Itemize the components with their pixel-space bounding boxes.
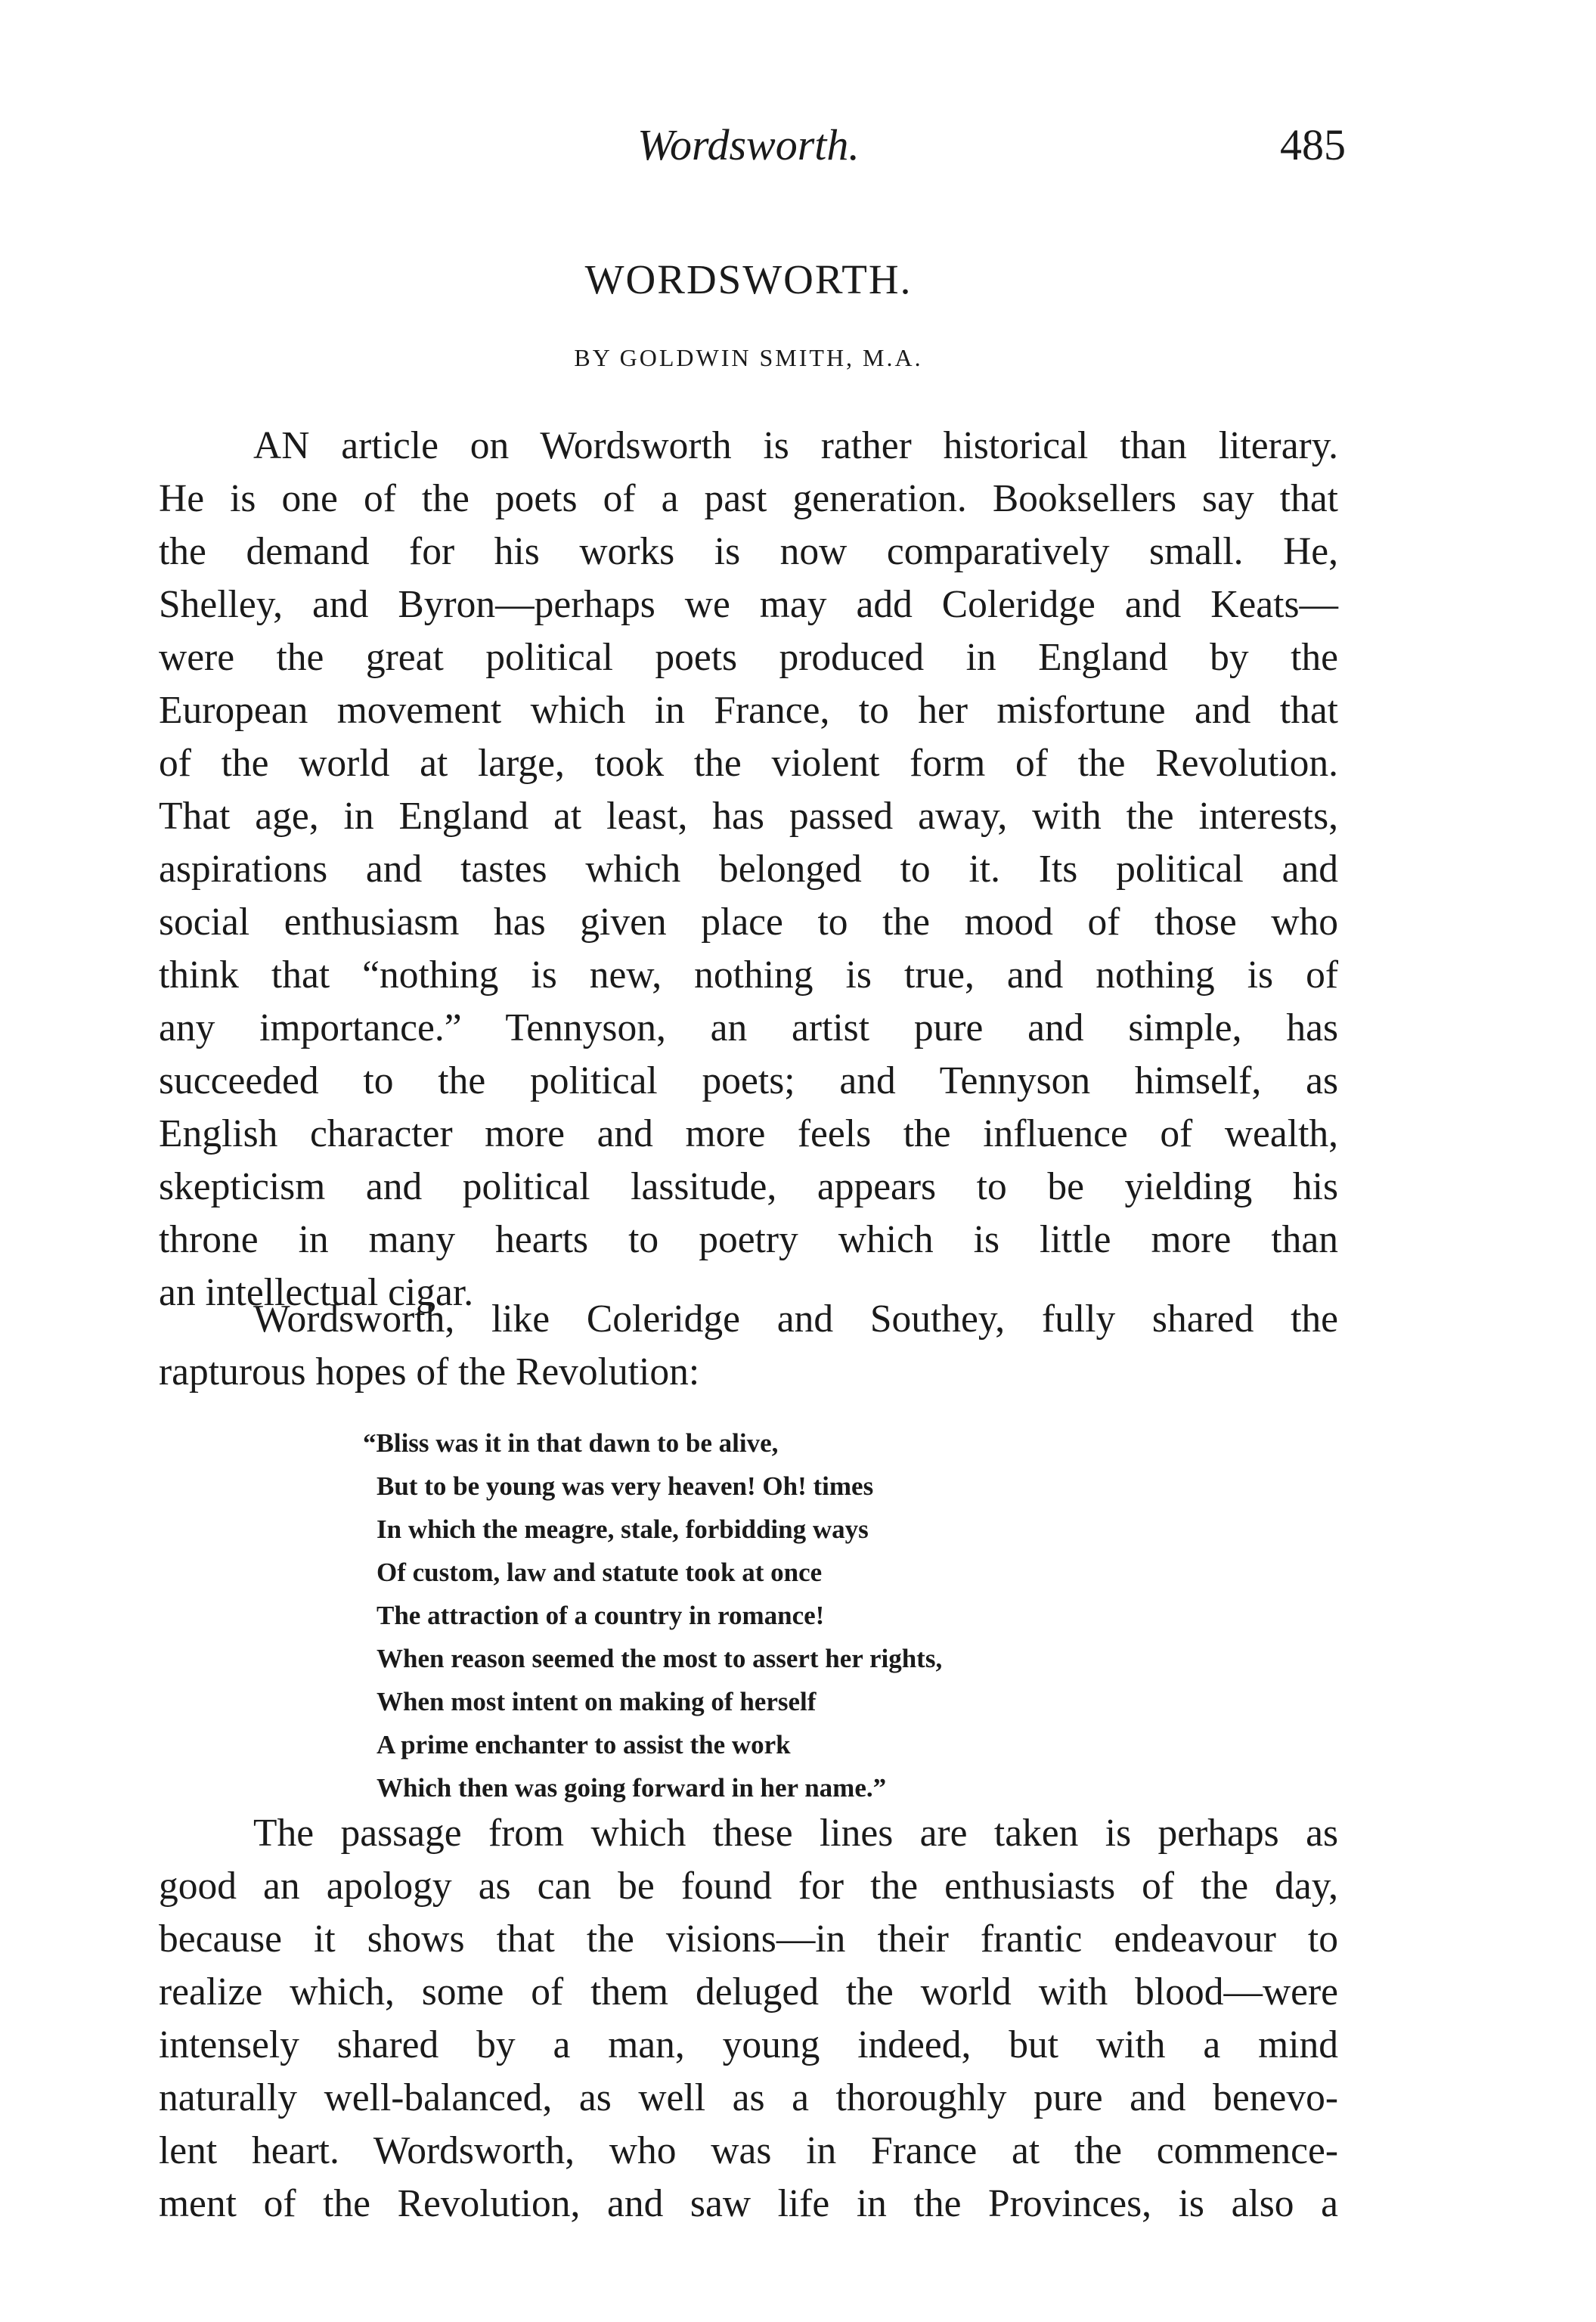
page-number: 485 (1280, 120, 1346, 169)
quotation-line: “Bliss was it in that dawn to be alive, (363, 1428, 779, 1458)
text-line: intensely shared by a man, young indeed, but with a mind (159, 2023, 1338, 2066)
poem-quotation (363, 1421, 1119, 1809)
text-line: an intellectual cigar. (159, 1271, 474, 1314)
text-line: skepticism and political lassitude, appears to be yielding his (159, 1165, 1338, 1208)
text-line: realize which, some of them deluged the world with blood—were (159, 1970, 1338, 2014)
quotation-line: A prime enchanter to assist the work (377, 1730, 791, 1759)
quotation-line: When most intent on making of herself (377, 1687, 817, 1716)
text-line: Wordsworth, like Coleridge and Southey, fully shared the (253, 1297, 1338, 1341)
text-line: Shelley, and Byron—perhaps we may add Coleridge and Keats— (159, 583, 1338, 626)
text-line: AN article on Wordsworth is rather historical than literary. (253, 424, 1338, 467)
text-line: any importance.” Tennyson, an artist pure and simple, has (159, 1006, 1338, 1049)
running-title: Wordsworth. (637, 120, 860, 169)
quotation-line: The attraction of a country in romance! (377, 1601, 825, 1630)
text-line: throne in many hearts to poetry which is little more than (159, 1218, 1338, 1261)
quotation-line: When reason seemed the most to assert her rights, (377, 1644, 943, 1673)
text-line: ment of the Revolution, and saw life in the Provinces, is also a (159, 2182, 1338, 2225)
text-line: good an apology as can be found for the enthusiasts of the day, (159, 1865, 1338, 1908)
text-line: European movement which in France, to her misfortune and that (159, 689, 1338, 732)
text-line: were the great political poets produced in England by the (159, 636, 1338, 679)
text-line: The passage from which these lines are taken is perhaps as (253, 1812, 1338, 1855)
paragraph-2 (159, 1293, 1338, 1399)
quotation-line: In which the meagre, stale, forbidding ways (377, 1514, 869, 1544)
text-line: social enthusiasm has given place to the mood of those who (159, 901, 1338, 944)
text-line: think that “nothing is new, nothing is true, and nothing is of (159, 953, 1338, 997)
text-line: aspirations and tastes which belonged to it. Its political and (159, 848, 1338, 891)
text-line: English character more and more feels the influence of wealth, (159, 1112, 1338, 1155)
text-line: because it shows that the visions—in their frantic endeavour to (159, 1917, 1338, 1961)
article-title: WORDSWORTH. (584, 256, 913, 302)
text-line: rapturous hopes of the Revolution: (159, 1350, 700, 1394)
quotation-line: But to be young was very heaven! Oh! times (377, 1471, 874, 1501)
text-line: lent heart. Wordsworth, who was in France at the commence- (159, 2129, 1338, 2172)
paragraph-1 (159, 420, 1338, 1319)
running-head (151, 119, 1346, 188)
paragraph-3 (159, 1807, 1338, 2231)
text-line: naturally well-balanced, as well as a thoroughly pure and benevo- (159, 2076, 1338, 2119)
byline: BY GOLDWIN SMITH, M.A. (574, 344, 923, 371)
text-line: succeeded to the political poets; and Tennyson himself, as (159, 1059, 1338, 1102)
text-line: He is one of the poets of a past generation. Booksellers say that (159, 477, 1338, 520)
text-line: of the world at large, took the violent form of the Revolution. (159, 742, 1338, 785)
quotation-line: Which then was going forward in her name.” (377, 1773, 887, 1803)
quotation-line: Of custom, law and statute took at once (377, 1558, 823, 1587)
text-line: the demand for his works is now comparatively small. He, (159, 530, 1338, 573)
text-line: That age, in England at least, has passed away, with the interests, (159, 795, 1338, 838)
